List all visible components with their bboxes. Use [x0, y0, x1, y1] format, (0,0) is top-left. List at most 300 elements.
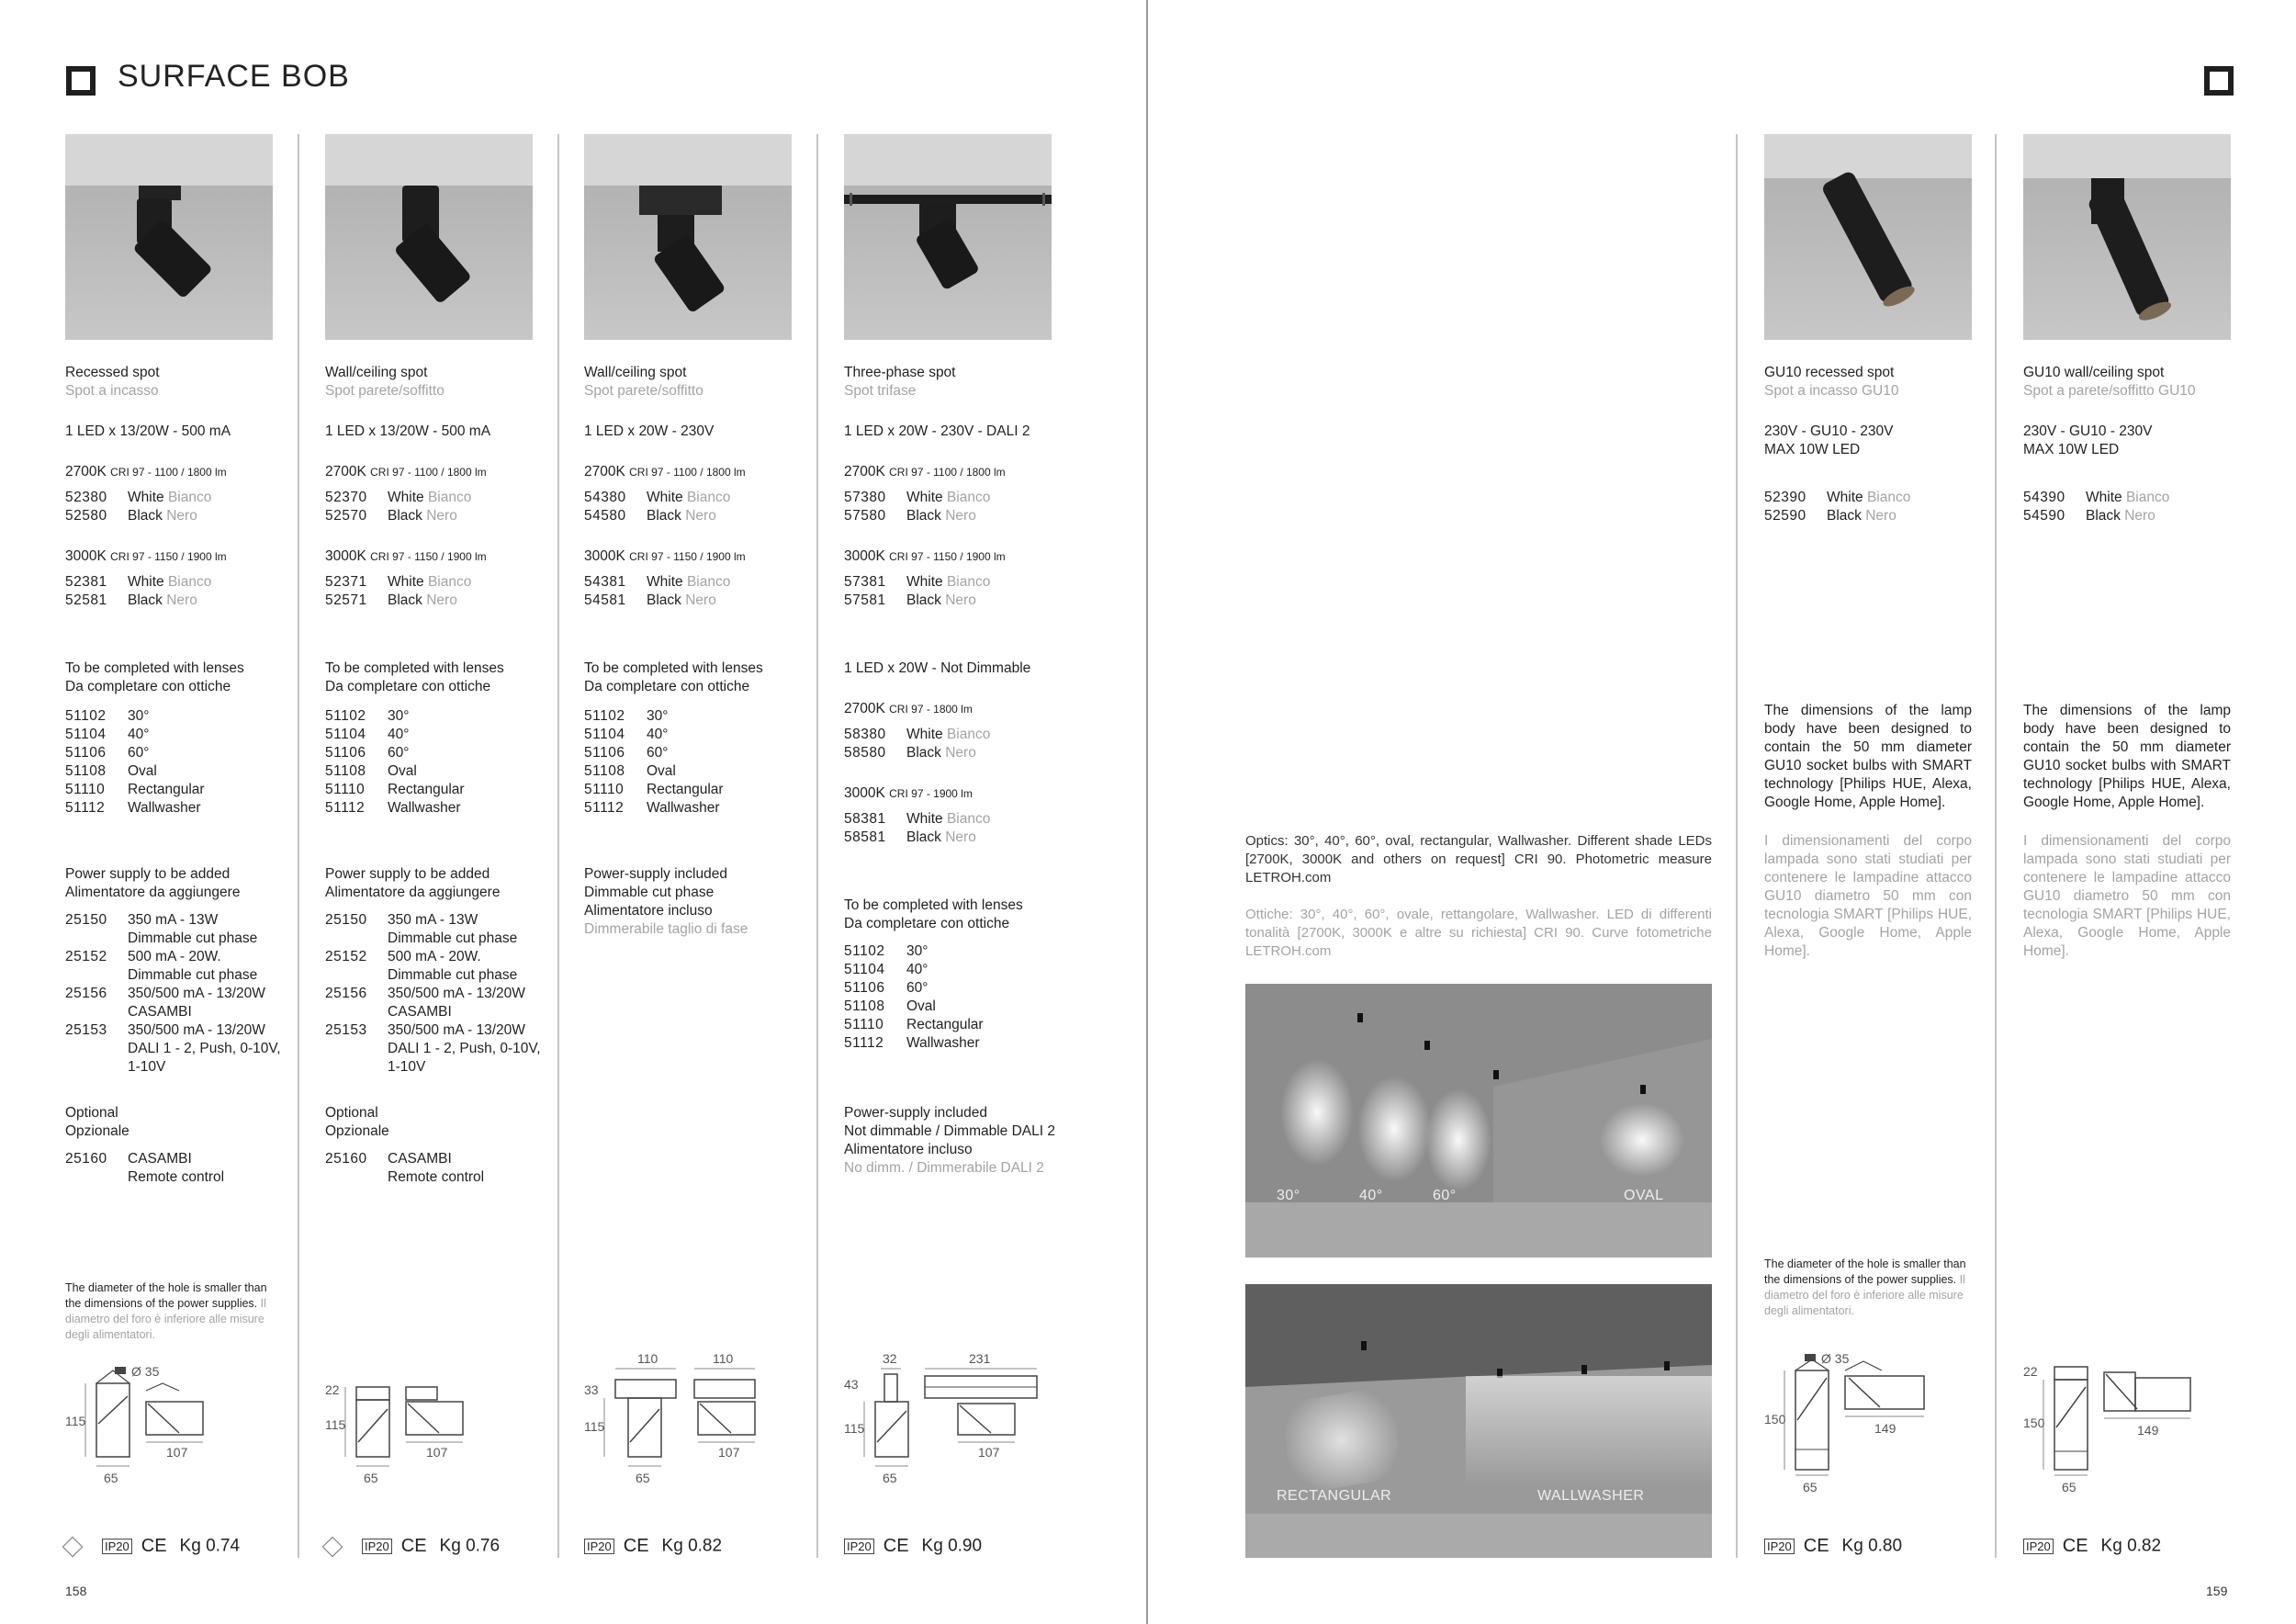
lens-code: 51112: [65, 800, 106, 816]
power-code: 25150: [65, 912, 107, 928]
finish-en: Black: [906, 592, 941, 608]
article-code: 52390: [1764, 490, 1806, 505]
hole-note: The diameter of the hole is smaller than the dimensions of the power supplies.: [65, 1281, 267, 1310]
spot-fixture-icon: [844, 134, 1052, 340]
product-name: Wall/ceiling spot: [584, 365, 687, 380]
lens-code: 51102: [65, 708, 107, 724]
cri-lumen: CRI 97 - 1100 / 1800 lm: [110, 466, 227, 479]
article-list: [844, 573, 1055, 610]
product-name: GU10 recessed spot: [1764, 365, 1895, 380]
lens-label: Wallwasher: [906, 1035, 980, 1051]
lenses-title: To be completed with lenses: [325, 660, 504, 676]
lens-label: 60°: [388, 745, 410, 761]
dim-base-width-2: 110: [713, 1351, 734, 1366]
column-divider: [816, 134, 818, 1558]
optional-title: Optional: [325, 1105, 378, 1121]
finish-it: Nero: [1865, 508, 1896, 524]
color-temp: 2700K: [844, 464, 885, 479]
lens-code: 51112: [325, 800, 366, 816]
lens-label: Rectangular: [388, 782, 465, 797]
product-photo: [2023, 134, 2231, 340]
finish-en: White: [906, 811, 943, 827]
recessed-mount-icon: [62, 1536, 84, 1557]
dim-top: 33: [584, 1382, 599, 1397]
lens-list: [65, 707, 276, 818]
lens-label: 30°: [647, 708, 669, 724]
finish-it: Nero: [2124, 508, 2155, 524]
finish-it: Bianco: [427, 574, 472, 590]
finish-en: Black: [388, 592, 422, 608]
finish-it: Nero: [426, 508, 457, 524]
product-name-it: Spot a parete/soffitto GU10: [2023, 383, 2196, 399]
lens-label: Oval: [906, 998, 936, 1014]
color-temp: 3000K: [65, 548, 107, 564]
lens-code: 51104: [844, 962, 885, 977]
product-name-it: Spot a incasso GU10: [1764, 383, 1899, 399]
gu10-description-it: I dimensionamenti del corpo lampada sono stati studiati per contenere le lampadine attacco GU10 diametro 50 mm con tecnologia SMART [Philips HUE, Alexa, Google Home, Apple Home].: [2023, 833, 2231, 959]
product-name-it: Spot parete/soffitto: [325, 383, 445, 399]
finish-en: Black: [906, 508, 941, 524]
product-footer: [2023, 1536, 2161, 1563]
finish-en: Black: [1827, 508, 1862, 524]
finish-it: Bianco: [686, 490, 731, 505]
optional-line: CASAMBI: [128, 1151, 192, 1167]
lens-code: 51110: [65, 782, 106, 797]
supply-line: Alimentatore incluso: [584, 903, 713, 919]
power-line: 500 mA - 20W.: [128, 949, 221, 964]
label-oval: OVAL: [1624, 1188, 1664, 1203]
product-footer: [65, 1536, 240, 1563]
article-code: 54590: [2023, 508, 2065, 524]
finish-en: White: [388, 490, 424, 505]
product-footer: [1764, 1536, 1902, 1563]
power-line: Dimmable cut phase: [388, 930, 518, 946]
optional-code: 25160: [325, 1151, 367, 1167]
lens-code: 51104: [325, 727, 366, 742]
product-column-three-phase: [844, 0, 1055, 1624]
optional-line: Remote control: [128, 1169, 225, 1185]
lens-code: 51102: [325, 708, 366, 724]
optional-title-it: Opzionale: [65, 1123, 129, 1139]
spot-fixture-icon: [325, 134, 533, 340]
article-code: 52381: [65, 574, 107, 590]
dim-hole: Ø 35: [131, 1364, 160, 1379]
finish-it: Bianco: [1866, 490, 1911, 505]
article-code: 52370: [325, 490, 367, 505]
optional-line: CASAMBI: [388, 1151, 452, 1167]
dim-top: 22: [2023, 1364, 2038, 1379]
article-code: 52571: [325, 592, 367, 608]
product-name-it: Spot trifase: [844, 383, 917, 399]
label-60: 60°: [1433, 1188, 1457, 1203]
page-number-right: 159: [2206, 1584, 2228, 1598]
lens-label: Wallwasher: [647, 800, 720, 816]
ip-rating-badge: IP20: [844, 1539, 874, 1554]
article-list: [65, 489, 276, 525]
supply-line-it: Dimmerabile taglio di fase: [584, 921, 748, 937]
label-rectangular: RECTANGULAR: [1277, 1488, 1392, 1504]
cri-lumen: CRI 97 - 1100 / 1800 lm: [629, 466, 746, 479]
cri-lumen: CRI 97 - 1900 lm: [889, 787, 973, 800]
power-code: 25152: [65, 949, 107, 964]
label-40: 40°: [1359, 1188, 1383, 1203]
power-line: 350 mA - 13W: [388, 912, 478, 928]
lenses-title-it: Da completare con ottiche: [844, 916, 1010, 931]
dim-height: 150: [2023, 1415, 2045, 1430]
weight: Kg 0.90: [921, 1536, 983, 1556]
cri-lumen: CRI 97 - 1150 / 1900 lm: [629, 550, 746, 563]
dim-height: 115: [844, 1421, 865, 1436]
lens-code: 51108: [844, 998, 885, 1014]
product-spec: 230V - GU10 - 230V: [1764, 423, 1894, 439]
lens-list: [584, 707, 795, 818]
lens-label: 40°: [128, 727, 150, 742]
lens-code: 51102: [584, 708, 625, 724]
article-code: 57381: [844, 574, 886, 590]
lens-code: 51106: [844, 980, 885, 996]
optics-description: Optics: 30°, 40°, 60°, oval, rectangular, Wallwasher. Different shade LEDs [2700K, 3000K and others on request] CRI 90. Photometric measure LETROH.com: [1245, 833, 1712, 885]
lens-code: 51104: [584, 727, 625, 742]
dim-depth: 65: [364, 1471, 378, 1485]
dim-top: 43: [844, 1377, 859, 1392]
ip-rating-badge: IP20: [2023, 1539, 2054, 1554]
power-title: Power supply to be added: [65, 866, 231, 882]
lens-code: 51106: [65, 745, 107, 761]
power-list: [65, 911, 281, 1077]
product-spec: 1 LED x 20W - 230V - DALI 2: [844, 423, 1030, 439]
dimension-diagram: [1764, 1350, 1985, 1497]
optics-description-it: Ottiche: 30°, 40°, 60°, ovale, rettangolare, Wallwasher. LED di differenti tonalità [2700K, 3000K e altre su richiesta] CRI 90. Curve fotometriche LETROH.com: [1245, 907, 1712, 959]
product-spec-2: 1 LED x 20W - Not Dimmable: [844, 660, 1031, 676]
cri-lumen: CRI 97 - 1150 / 1900 lm: [110, 550, 227, 563]
finish-it: Bianco: [946, 727, 991, 742]
column-divider: [298, 134, 299, 1558]
lenses-title: To be completed with lenses: [584, 660, 763, 676]
label-30: 30°: [1277, 1188, 1300, 1203]
lens-code: 51104: [65, 727, 107, 742]
article-list: [844, 810, 1055, 847]
color-temp: 3000K: [325, 548, 366, 564]
finish-en: Black: [906, 829, 941, 845]
product-photo: [325, 134, 533, 340]
finish-it: Bianco: [686, 574, 731, 590]
weight: Kg 0.80: [1841, 1536, 1903, 1556]
product-photo: [584, 134, 792, 340]
dim-width: 107: [978, 1445, 1000, 1460]
product-footer: [584, 1536, 722, 1563]
dim-height: 115: [65, 1414, 86, 1428]
optional-title: Optional: [65, 1105, 118, 1121]
power-line: 350/500 mA - 13/20W: [388, 1022, 525, 1038]
weight: Kg 0.74: [179, 1536, 241, 1556]
finish-it: Bianco: [946, 811, 991, 827]
power-line: 350/500 mA - 13/20W: [388, 986, 525, 1001]
color-temp: 2700K: [844, 701, 885, 716]
lens-label: Oval: [128, 763, 157, 779]
color-temp: 3000K: [844, 785, 885, 801]
optics-photo-wallwasher: [1245, 1284, 1712, 1558]
power-code: 25156: [325, 986, 367, 1001]
lens-label: 30°: [128, 708, 150, 724]
dim-depth: 65: [636, 1471, 650, 1485]
power-line: 350 mA - 13W: [128, 912, 219, 928]
power-line: DALI 1 - 2, Push, 0-10V,: [388, 1041, 541, 1056]
article-code: 54580: [584, 508, 626, 524]
gu10-spot-icon: [1764, 134, 1972, 340]
gu10-description-it: I dimensionamenti del corpo lampada sono stati studiati per contenere le lampadine attacco GU10 diametro 50 mm con tecnologia SMART [Philips HUE, Alexa, Google Home, Apple Home].: [1764, 833, 1972, 959]
product-spec: 1 LED x 20W - 230V: [584, 423, 715, 439]
dim-depth: 65: [1803, 1480, 1818, 1494]
optional-code: 25160: [65, 1151, 107, 1167]
dimension-diagram: [2023, 1350, 2244, 1497]
dim-hole: Ø 35: [1821, 1351, 1850, 1366]
lens-label: 60°: [647, 745, 669, 761]
optional-list: [65, 1150, 276, 1187]
label-wallwasher: WALLWASHER: [1537, 1488, 1645, 1504]
dim-width: 107: [718, 1445, 740, 1460]
lens-label: 60°: [906, 980, 929, 996]
lenses-title-it: Da completare con ottiche: [584, 679, 750, 694]
ce-mark-icon: CE: [1803, 1536, 1829, 1556]
product-footer: [844, 1536, 982, 1563]
supply-title: Power-supply included: [844, 1105, 987, 1121]
lens-label: Oval: [647, 763, 676, 779]
gu10-spot-icon: [2023, 134, 2231, 340]
article-code: 58380: [844, 727, 886, 742]
dim-base-width: 110: [637, 1351, 658, 1366]
power-line: 350/500 mA - 13/20W: [128, 1022, 265, 1038]
page-gutter: [1146, 0, 1148, 1624]
finish-en: White: [128, 490, 164, 505]
dimension-diagram: [844, 1350, 1064, 1497]
power-code: 25156: [65, 986, 107, 1001]
power-line: Dimmable cut phase: [128, 967, 258, 983]
dim-depth: 65: [883, 1471, 897, 1485]
lens-label: 40°: [647, 727, 669, 742]
power-line: CASAMBI: [128, 1004, 192, 1020]
article-code: 52570: [325, 508, 367, 524]
lens-label: Rectangular: [647, 782, 724, 797]
lens-label: 40°: [906, 962, 929, 977]
lens-label: Rectangular: [906, 1017, 984, 1032]
lenses-title-it: Da completare con ottiche: [65, 679, 231, 694]
supply-line: Alimentatore incluso: [844, 1142, 973, 1157]
lenses-title-it: Da completare con ottiche: [325, 679, 491, 694]
dim-height: 115: [325, 1417, 346, 1432]
ce-mark-icon: CE: [2062, 1536, 2088, 1556]
dim-depth: 65: [104, 1471, 118, 1485]
article-list: [584, 489, 795, 525]
article-code: 54380: [584, 490, 626, 505]
finish-en: White: [1827, 490, 1863, 505]
optics-photo-angles: [1245, 984, 1712, 1257]
power-title-it: Alimentatore da aggiungere: [65, 885, 241, 900]
lens-code: 51110: [584, 782, 625, 797]
finish-en: White: [906, 574, 943, 590]
column-divider: [1736, 134, 1738, 1558]
article-code: 57580: [844, 508, 886, 524]
hole-note-it: Il diametro del foro è inferiore alle misure degli alimentatori.: [1764, 1273, 1965, 1317]
article-list: [844, 726, 1055, 762]
power-code: 25153: [325, 1022, 367, 1038]
finish-it: Bianco: [2125, 490, 2170, 505]
beam-scene-illustration: [1245, 1284, 1712, 1558]
power-line: DALI 1 - 2, Push, 0-10V,: [128, 1041, 281, 1056]
lens-label: 30°: [388, 708, 410, 724]
ce-mark-icon: CE: [400, 1536, 427, 1556]
color-temp: 3000K: [844, 548, 885, 564]
lens-list: [325, 707, 536, 818]
weight: Kg 0.82: [661, 1536, 723, 1556]
product-spec: 1 LED x 13/20W - 500 mA: [65, 423, 231, 439]
dim-height: 115: [584, 1419, 605, 1434]
finish-en: Black: [388, 508, 422, 524]
lens-code: 51108: [325, 763, 366, 779]
lens-label: Wallwasher: [128, 800, 201, 816]
column-divider: [1995, 134, 1997, 1558]
dim-width: 107: [166, 1445, 188, 1460]
finish-it: Bianco: [946, 574, 991, 590]
lens-label: Rectangular: [128, 782, 205, 797]
power-code: 25152: [325, 949, 367, 964]
article-code: 58381: [844, 811, 886, 827]
article-list: [584, 573, 795, 610]
lens-code: 51108: [65, 763, 107, 779]
article-code: 52380: [65, 490, 107, 505]
ce-mark-icon: CE: [623, 1536, 649, 1556]
article-code: 57581: [844, 592, 886, 608]
cri-lumen: CRI 97 - 1150 / 1900 lm: [889, 550, 1006, 563]
finish-en: Black: [128, 592, 163, 608]
article-list: [325, 573, 536, 610]
product-column-gu10-recessed: [1764, 0, 1972, 1624]
article-code: 57380: [844, 490, 886, 505]
recessed-mount-icon: [322, 1536, 343, 1557]
cri-lumen: CRI 97 - 1150 / 1900 lm: [370, 550, 487, 563]
product-footer: [325, 1536, 500, 1563]
article-list: [844, 489, 1055, 525]
lenses-title: To be completed with lenses: [65, 660, 244, 676]
finish-en: White: [647, 490, 683, 505]
article-code: 52581: [65, 592, 107, 608]
finish-en: White: [388, 574, 424, 590]
lens-code: 51106: [584, 745, 625, 761]
lens-code: 51110: [844, 1017, 884, 1032]
finish-it: Nero: [945, 592, 976, 608]
ip-rating-badge: IP20: [102, 1539, 132, 1554]
article-list: [2023, 489, 2234, 525]
finish-it: Bianco: [167, 490, 212, 505]
finish-en: White: [906, 727, 943, 742]
product-column-wall-ceiling-230v: [584, 0, 792, 1624]
dim-adapter-width: 32: [883, 1351, 897, 1366]
product-name-it: Spot a incasso: [65, 383, 159, 399]
lens-label: 60°: [128, 745, 150, 761]
lens-label: 30°: [906, 943, 929, 959]
power-line: 1-10V: [388, 1059, 426, 1075]
finish-it: Bianco: [427, 490, 472, 505]
page-number-left: 158: [65, 1584, 87, 1598]
product-photo: [65, 134, 273, 340]
product-spec: 230V - GU10 - 230V: [2023, 423, 2153, 439]
dimension-diagram: [584, 1350, 805, 1497]
finish-en: White: [647, 574, 683, 590]
product-spec-2: MAX 10W LED: [2023, 442, 2120, 457]
article-list: [325, 489, 536, 525]
finish-en: White: [906, 490, 943, 505]
cri-lumen: CRI 97 - 1800 lm: [889, 703, 973, 716]
article-code: 54390: [2023, 490, 2065, 505]
product-name-it: Spot parete/soffitto: [584, 383, 703, 399]
product-name: GU10 wall/ceiling spot: [2023, 365, 2165, 380]
power-code: 25153: [65, 1022, 107, 1038]
supply-line: Dimmable cut phase: [584, 885, 715, 900]
power-line: 1-10V: [128, 1059, 166, 1075]
dimension-diagram: [65, 1350, 286, 1497]
supply-line: Not dimmable / Dimmable DALI 2: [844, 1123, 1055, 1139]
ce-mark-icon: CE: [141, 1536, 167, 1556]
optional-title-it: Opzionale: [325, 1123, 389, 1139]
lenses-title: To be completed with lenses: [844, 897, 1023, 913]
dim-top: 22: [325, 1382, 340, 1397]
beam-scene-illustration: [1245, 984, 1712, 1257]
ce-mark-icon: CE: [883, 1536, 909, 1556]
cri-lumen: CRI 97 - 1100 / 1800 lm: [889, 466, 1006, 479]
dim-width: 149: [1874, 1421, 1896, 1436]
product-name: Wall/ceiling spot: [325, 365, 428, 380]
product-column-wall-ceiling: [325, 0, 541, 1624]
article-code: 52590: [1764, 508, 1806, 524]
power-list: [325, 911, 541, 1077]
finish-en: Black: [647, 508, 681, 524]
power-code: 25150: [325, 912, 367, 928]
lens-label: 40°: [388, 727, 410, 742]
power-line: Dimmable cut phase: [128, 930, 258, 946]
finish-it: Nero: [945, 745, 976, 761]
lens-list: [844, 942, 1055, 1053]
article-code: 58580: [844, 745, 886, 761]
article-code: 58581: [844, 829, 886, 845]
color-temp: 2700K: [65, 464, 107, 479]
supply-title: Power-supply included: [584, 866, 727, 882]
optional-line: Remote control: [388, 1169, 485, 1185]
finish-it: Nero: [426, 592, 457, 608]
product-name: Recessed spot: [65, 365, 160, 380]
article-list: [65, 573, 276, 610]
finish-it: Nero: [685, 592, 716, 608]
weight: Kg 0.76: [439, 1536, 501, 1556]
lens-code: 51112: [844, 1035, 884, 1051]
product-column-gu10-wall-ceiling: [2023, 0, 2231, 1624]
lens-code: 51112: [584, 800, 625, 816]
dim-depth: 65: [2062, 1480, 2077, 1494]
dimension-diagram: [325, 1350, 546, 1497]
cri-lumen: CRI 97 - 1100 / 1800 lm: [370, 466, 487, 479]
article-code: 54581: [584, 592, 626, 608]
optional-list: [325, 1150, 536, 1187]
hole-note: The diameter of the hole is smaller than the dimensions of the power supplies.: [1764, 1257, 1966, 1286]
color-temp: 2700K: [584, 464, 625, 479]
lens-code: 51102: [844, 943, 885, 959]
finish-it: Nero: [945, 829, 976, 845]
lens-code: 51108: [584, 763, 625, 779]
finish-en: Black: [128, 508, 163, 524]
gu10-description: The dimensions of the lamp body have been designed to contain the 50 mm diameter GU10 socket bulbs with SMART technology [Philips HUE, Alexa, Google Home, Apple Home].: [1764, 703, 1972, 810]
lens-code: 51106: [325, 745, 366, 761]
product-spec: 1 LED x 13/20W - 500 mA: [325, 423, 491, 439]
product-photo: [844, 134, 1052, 340]
color-temp: 3000K: [584, 548, 625, 564]
